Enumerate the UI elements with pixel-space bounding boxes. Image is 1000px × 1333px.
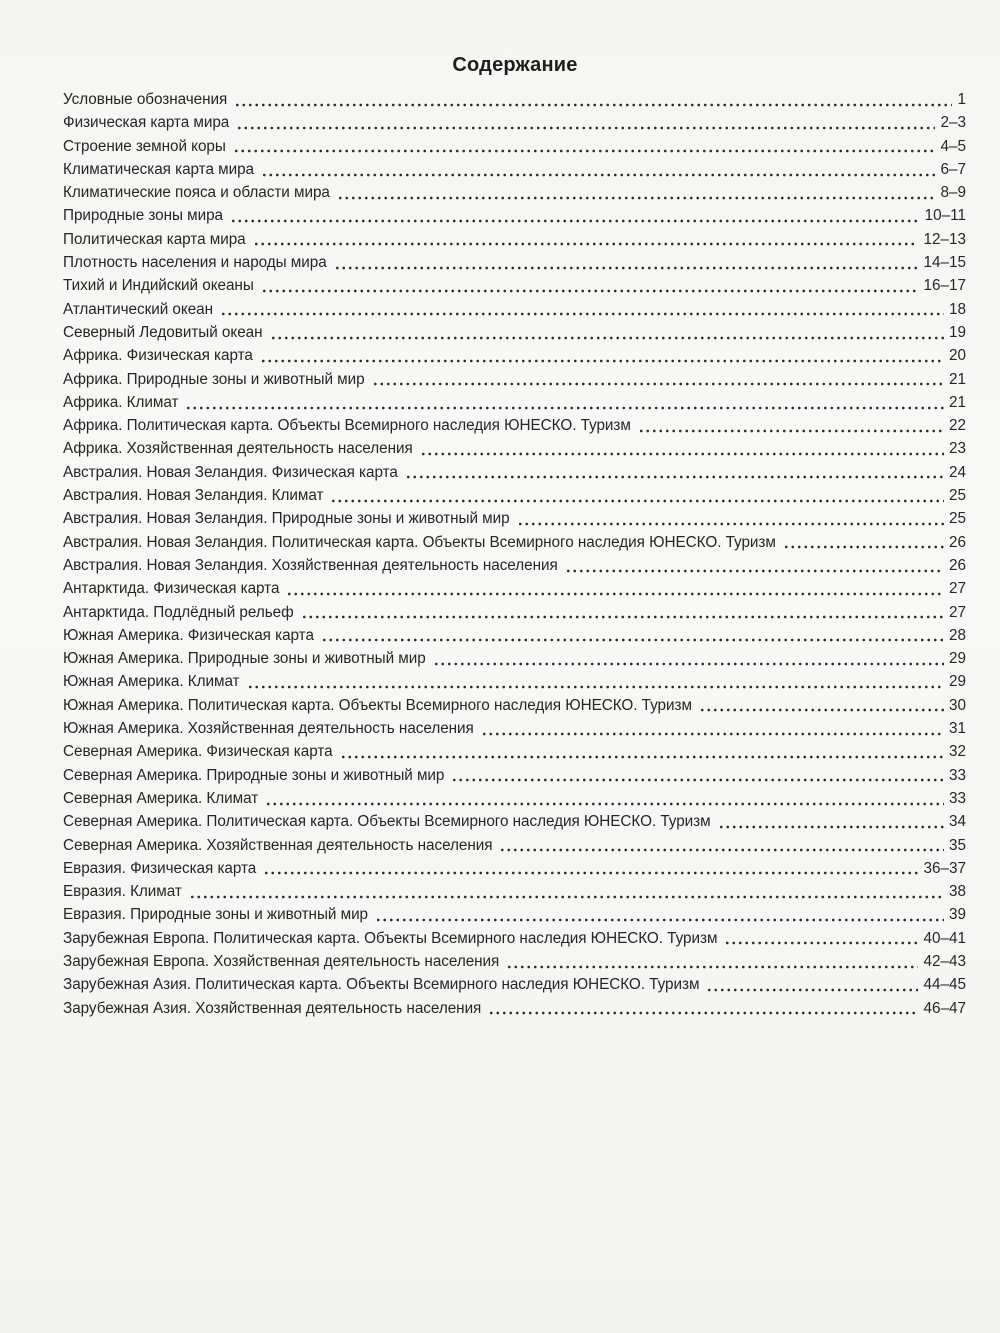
dot-leader [506,965,918,969]
dot-leader [233,149,936,153]
toc-entry-page-number: 34 [948,813,966,831]
dot-leader [488,1011,918,1015]
toc-entry[interactable] [63,927,966,950]
toc-entry-page-number: 40–41 [923,929,966,947]
toc-entry-title: Австралия. Новая Зеландия. Хозяйственная деятельность населения [63,556,558,574]
toc-entry-title: Физическая карта мира [63,114,230,132]
dot-leader [375,918,944,922]
toc-entry[interactable] [63,298,966,321]
toc-entry-title: Южная Америка. Политическая карта. Объекты Всемирного наследия ЮНЕСКО. Туризм [63,696,692,714]
toc-entry-page-number: 39 [948,906,966,924]
toc-entry[interactable] [63,507,966,530]
toc-entry[interactable] [63,764,966,787]
toc-entry-title: Условные обозначения [63,91,228,108]
toc-entry-title: Политическая карта мира [63,230,246,248]
toc-entry-page-number: 33 [948,766,966,784]
toc-entry-page-number: 27 [948,580,966,598]
toc-entry-title: Южная Америка. Природные зоны и животный мир [63,650,426,668]
toc-entry[interactable] [63,950,966,973]
toc-entry[interactable] [63,601,966,624]
dot-leader [321,638,944,642]
toc-entry[interactable] [63,554,966,577]
toc-entry-title: Австралия. Новая Зеландия. Политическая карта. Объекты Всемирного наследия ЮНЕСКО. Туризм [63,533,776,551]
toc-entry-title: Северный Ледовитый океан [63,323,263,341]
toc-entry-page-number: 28 [948,626,966,644]
toc-entry-page-number: 25 [948,510,966,528]
dot-leader [724,941,918,945]
dot-leader [301,615,944,619]
page-title: Содержание [452,54,578,76]
dot-leader [265,802,944,806]
toc-entry-title: Тихий и Индийский океаны [63,277,254,295]
dot-leader [405,475,944,479]
toc-entry-title: Природные зоны мира [63,207,224,225]
toc-entry-title: Северная Америка. Физическая карта [63,743,333,761]
toc-entry[interactable] [63,997,966,1020]
toc-entry-title: Евразия. Физическая карта [63,859,257,877]
toc-entry-page-number: 20 [948,347,966,365]
toc-entry[interactable] [63,647,966,670]
toc-entry-page-number: 14–15 [923,254,966,272]
toc-entry[interactable] [63,251,966,274]
toc-entry-page-number: 25 [948,487,966,505]
toc-entry-page-number: 46–47 [923,999,966,1017]
toc-entry-title: Зарубежная Европа. Политическая карта. Объекты Всемирного наследия ЮНЕСКО. Туризм [63,929,718,947]
toc-entry-title: Южная Америка. Физическая карта [63,626,314,644]
toc-entry-title: Строение земной коры [63,137,226,155]
toc-entry-page-number: 21 [948,370,966,388]
toc-entry[interactable] [63,484,966,507]
toc-entry-title: Атлантический океан [63,300,214,318]
toc-entry-page-number: 10–11 [924,207,966,225]
toc-entry-page-number: 24 [948,463,966,481]
dot-leader [334,266,919,270]
toc-entry[interactable] [63,717,966,740]
toc-entry-page-number: 4–5 [940,137,966,155]
toc-entry-title: Климатическая карта мира [63,160,254,178]
dot-leader [234,103,952,107]
dot-leader [330,499,944,503]
toc-entry-page-number: 12–13 [923,230,966,248]
dot-leader [261,289,919,293]
dot-leader [261,173,935,177]
toc-entry[interactable] [63,670,966,693]
toc-entry-title: Южная Америка. Хозяйственная деятельность населения [63,720,474,738]
toc-entry-page-number: 30 [948,696,966,714]
toc-entry[interactable] [63,531,966,554]
toc-entry-page-number: 23 [948,440,966,458]
dot-leader [481,732,944,736]
dot-leader [270,336,944,340]
toc-entry-title: Африка. Хозяйственная деятельность населения [63,440,413,458]
toc-entry-page-number: 35 [948,836,966,854]
toc-entry-title: Евразия. Климат [63,883,182,901]
toc-entry[interactable] [63,903,966,926]
dot-leader [220,312,944,316]
toc-entry-title: Африка. Климат [63,393,179,411]
dot-leader [230,219,920,223]
dot-leader [783,545,944,549]
toc-entry-page-number: 32 [948,743,966,761]
toc-entry-page-number: 27 [948,603,966,621]
toc-entry-page-number: 6–7 [940,160,966,178]
dot-leader [189,895,944,899]
dot-leader [433,662,944,666]
toc-entry[interactable] [63,368,966,391]
toc-entry[interactable] [63,437,966,460]
toc-entry-page-number: 44–45 [923,976,966,994]
toc-entry-title: Евразия. Природные зоны и животный мир [63,906,369,924]
toc-entry-page-number: 38 [948,883,966,901]
toc-entry-title: Южная Америка. Климат [63,673,240,691]
toc-entry[interactable] [63,135,966,158]
toc-entry-title: Северная Америка. Природные зоны и животный мир [63,766,445,784]
dot-leader [699,708,944,712]
toc-entry[interactable] [63,787,966,810]
toc-entry-page-number: 22 [948,417,966,435]
dot-leader [372,382,944,386]
toc-entry-title: Климатические пояса и области мира [63,184,330,202]
toc-entry-title: Северная Америка. Климат [63,789,259,807]
toc-entry[interactable] [63,857,966,880]
toc-entry-title: Плотность населения и народы мира [63,254,327,272]
toc-entry[interactable] [63,204,966,227]
dot-leader [253,242,919,246]
toc-entry[interactable] [63,740,966,763]
dot-leader [247,685,944,689]
toc-entry[interactable] [63,834,966,857]
toc-entry[interactable] [63,880,966,903]
toc-entry-title: Африка. Природные зоны и животный мир [63,370,365,388]
toc-entry[interactable] [63,414,966,437]
dot-leader [499,848,944,852]
toc-entry-title: Австралия. Новая Зеландия. Природные зоны и животный мир [63,510,510,528]
toc-entry-title: Австралия. Новая Зеландия. Климат [63,487,324,505]
toc-entry-page-number: 8–9 [940,184,966,202]
toc-entry[interactable] [63,391,966,414]
toc-entry-page-number: 29 [948,673,966,691]
dot-leader [565,569,944,573]
dot-leader [286,592,944,596]
dot-leader [236,126,935,130]
toc-entry-page-number: 19 [948,323,966,341]
toc-entry-title: Зарубежная Азия. Политическая карта. Объекты Всемирного наследия ЮНЕСКО. Туризм [63,976,700,994]
toc-entry-title: Северная Америка. Хозяйственная деятельность населения [63,836,493,854]
toc-entry[interactable] [63,228,966,251]
dot-leader [337,196,936,200]
toc-entry-title: Антарктида. Физическая карта [63,580,280,598]
toc-entry-page-number: 18 [948,300,966,318]
dot-leader [263,871,918,875]
toc-entry-page-number: 42–43 [923,952,966,970]
dot-leader [517,522,944,526]
table-of-contents [63,88,966,1020]
dot-leader [340,755,944,759]
toc-entry-page-number: 21 [948,393,966,411]
toc-entry-page-number: 2–3 [940,114,966,132]
dot-leader [706,988,918,992]
toc-entry[interactable] [63,158,966,181]
toc-entry-page-number: 26 [948,556,966,574]
toc-entry[interactable] [63,577,966,600]
dot-leader [420,452,944,456]
toc-entry-page-number: 26 [948,533,966,551]
dot-leader [260,359,944,363]
toc-entry-title: Австралия. Новая Зеландия. Физическая карта [63,463,398,481]
toc-entry[interactable] [63,181,966,204]
toc-entry-page-number: 1 [957,91,966,108]
dot-leader [185,406,944,410]
toc-entry[interactable] [63,973,966,996]
toc-entry-title: Антарктида. Подлёдный рельеф [63,603,294,621]
toc-entry-title: Африка. Физическая карта [63,347,253,365]
toc-entry[interactable] [63,624,966,647]
toc-entry-title: Африка. Политическая карта. Объекты Всемирного наследия ЮНЕСКО. Туризм [63,417,631,435]
toc-entry-page-number: 36–37 [923,859,966,877]
toc-entry[interactable] [63,321,966,344]
toc-entry-title: Зарубежная Европа. Хозяйственная деятельность населения [63,952,500,970]
toc-entry[interactable] [63,88,966,111]
toc-entry-title: Северная Америка. Политическая карта. Объекты Всемирного наследия ЮНЕСКО. Туризм [63,813,711,831]
dot-leader [718,825,944,829]
toc-entry-page-number: 31 [948,720,966,738]
toc-entry[interactable] [63,111,966,134]
toc-entry-page-number: 29 [948,650,966,668]
toc-entry[interactable] [63,810,966,833]
toc-entry[interactable] [63,694,966,717]
toc-entry-page-number: 33 [948,789,966,807]
dot-leader [638,429,944,433]
toc-entry[interactable] [63,344,966,367]
dot-leader [451,778,944,782]
toc-entry[interactable] [63,274,966,297]
toc-entry-page-number: 16–17 [923,277,966,295]
toc-entry-title: Зарубежная Азия. Хозяйственная деятельность населения [63,999,482,1017]
toc-entry[interactable] [63,461,966,484]
